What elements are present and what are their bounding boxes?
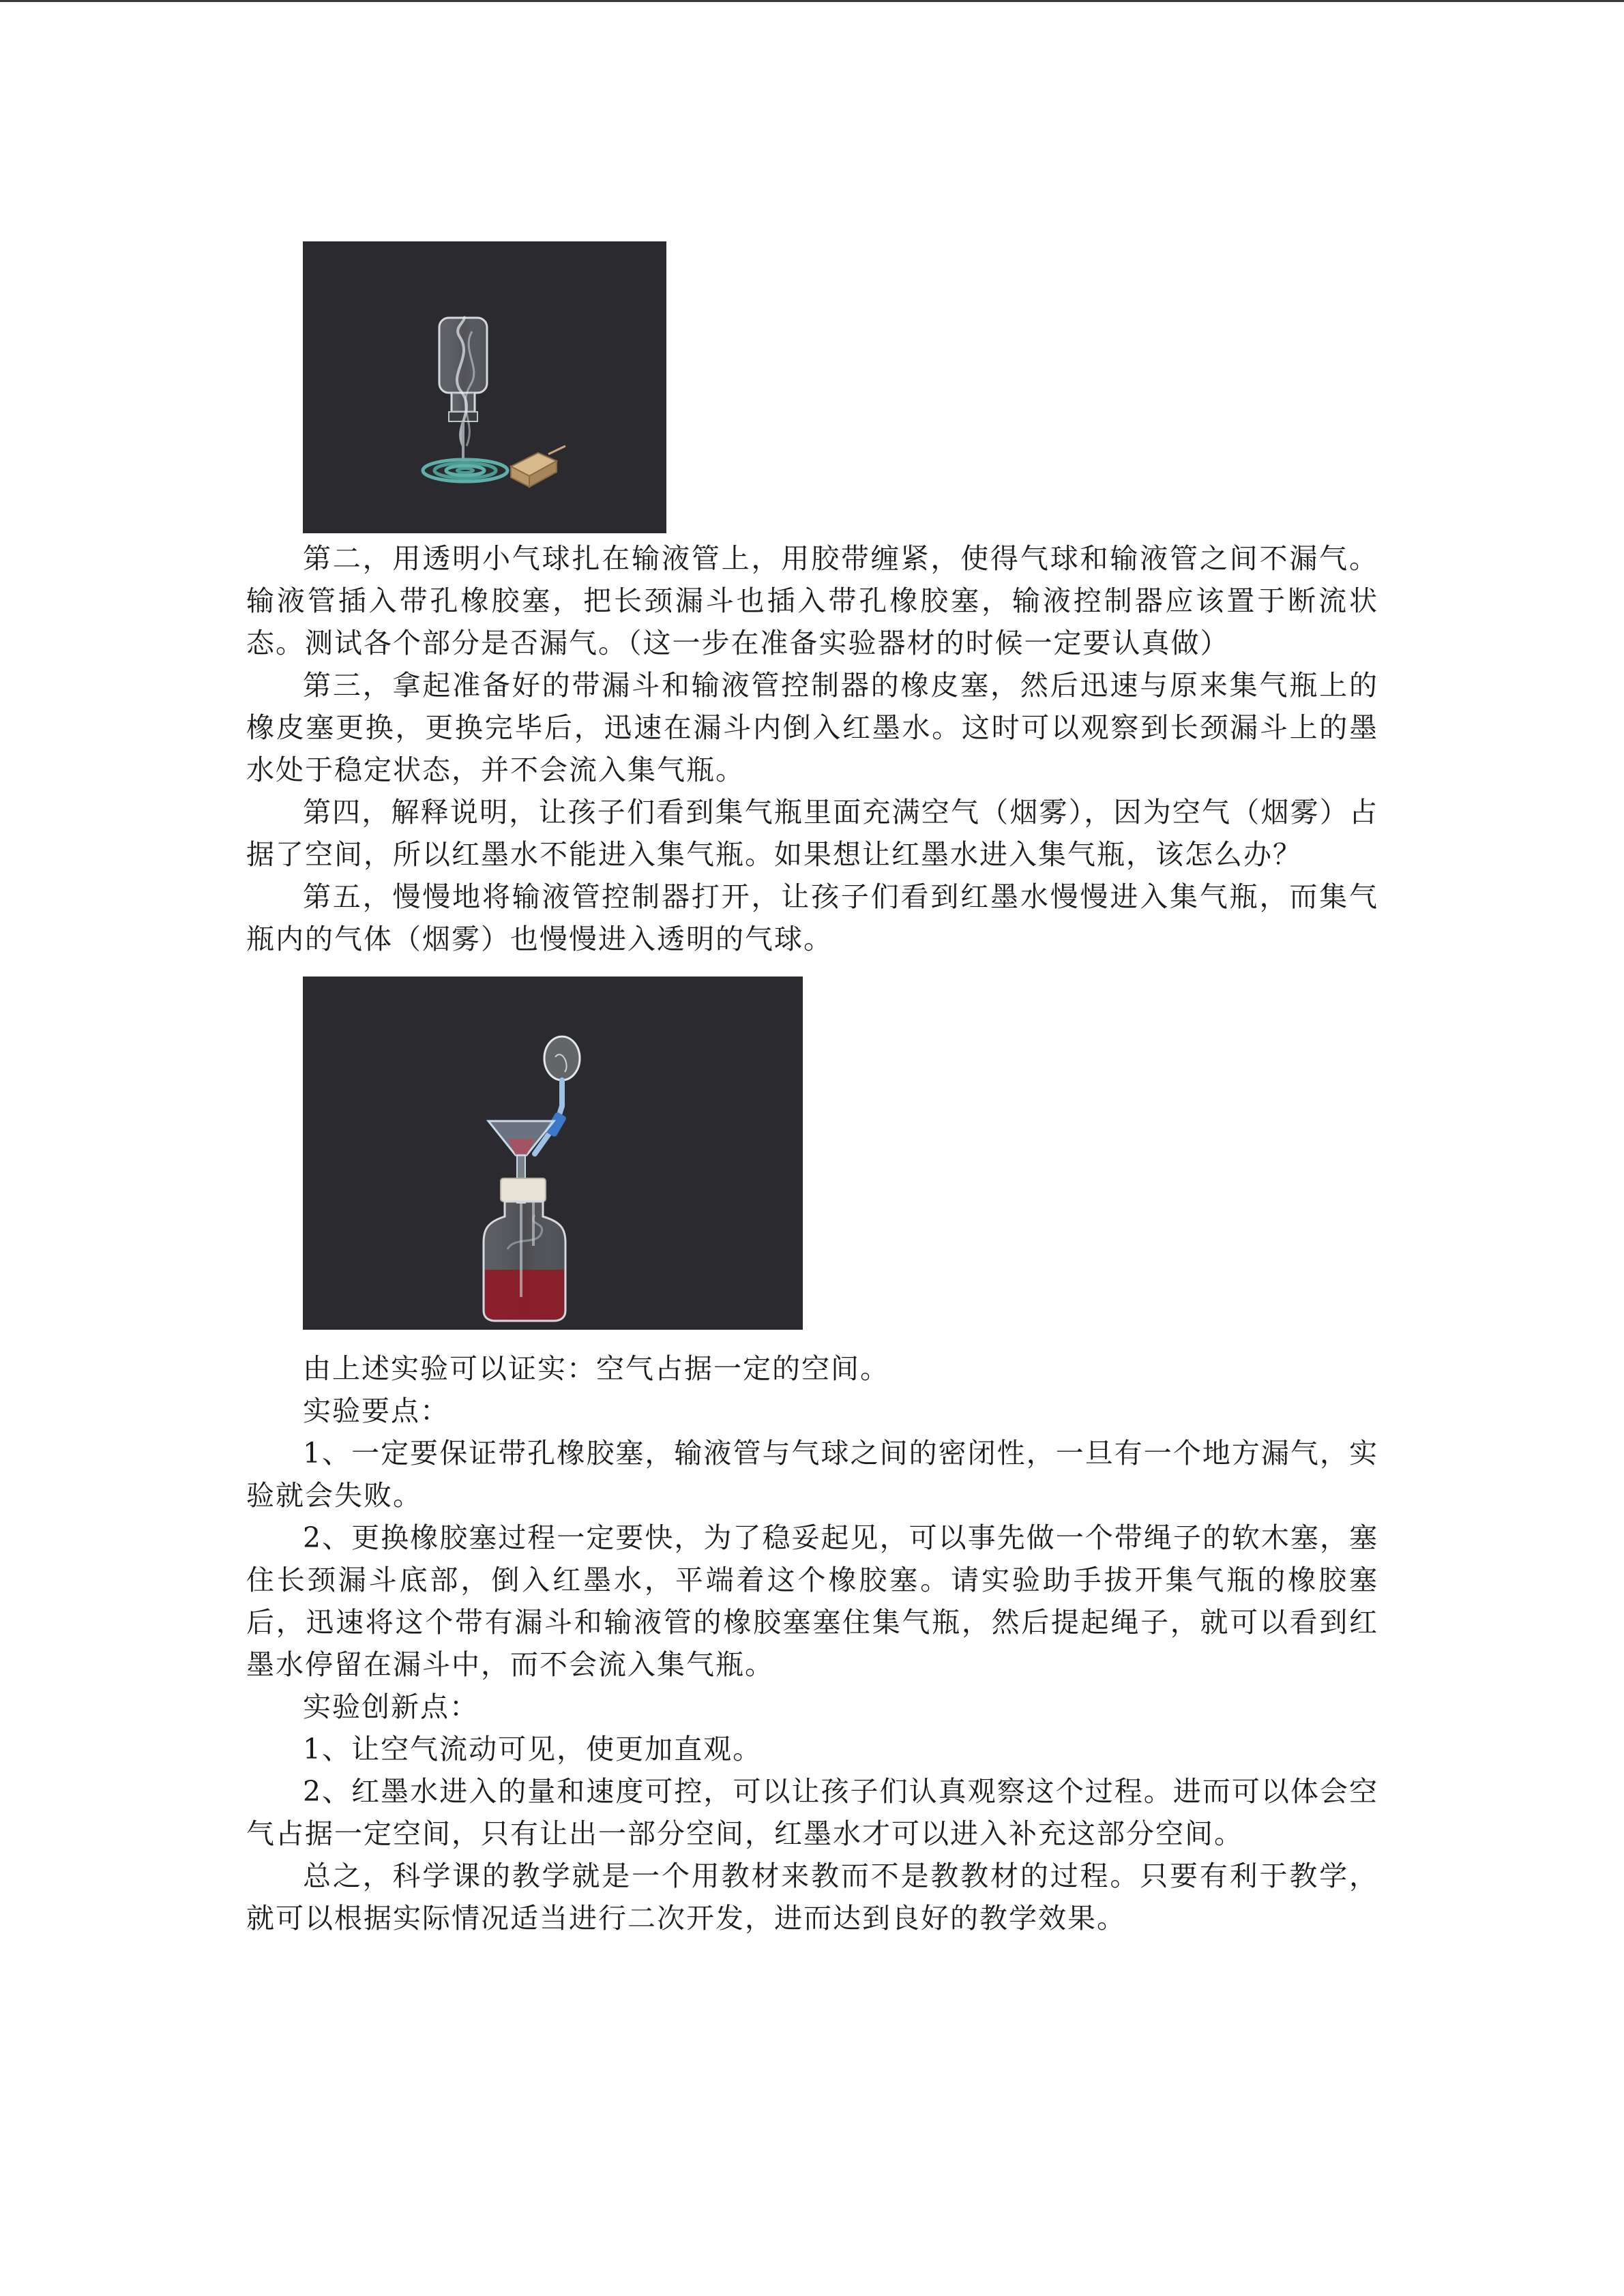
paragraph: 2、红墨水进入的量和速度可控，可以让孩子们认真观察这个过程。进而可以体会空气占据一定空间，只有让出一部分空间，红墨水才可以进入补充这部分空间。 [246,1775,1378,1850]
paragraph: 由上述实验可以证实：空气占据一定的空间。 [303,1352,889,1385]
figure-incense-bottle [303,241,666,533]
paragraph: 第五，慢慢地将输液管控制器打开，让孩子们看到红墨水慢慢进入集气瓶，而集气瓶内的气体（烟雾）也慢慢进入透明的气球。 [246,880,1378,955]
red-ink [485,1270,564,1320]
text-block-procedure [246,537,1378,960]
paragraph: 1、让空气流动可见，使更加直观。 [303,1733,763,1765]
balloon [544,1037,580,1080]
incense-bottle-illustration [303,241,666,533]
paragraph: 2、更换橡胶塞过程一定要快，为了稳妥起见，可以事先做一个带绳子的软木塞，塞住长颈漏斗底部，倒入红墨水，平端着这个橡胶塞。请实验助手拔开集气瓶的橡胶塞后，迅速将这个带有漏斗和输液管的橡胶塞塞住集气瓶，然后提起绳子，就可以看到红墨水停留在漏斗中，而不会流入集气瓶。 [246,1521,1378,1681]
page-top-border [0,0,1624,2]
paragraph: 实验创新点： [303,1690,479,1723]
figure-funnel-bottle-balloon [303,976,803,1330]
paragraph: 第二，用透明小气球扎在输液管上，用胶带缠紧，使得气球和输液管之间不漏气。输液管插入带孔橡胶塞，把长颈漏斗也插入带孔橡胶塞，输液控制器应该置于断流状态。测试各个部分是否漏气。（这一步在准备实验器材的时候一定要认真做） [246,542,1378,659]
text-block-conclusion [246,1347,1378,1939]
paragraph: 第四，解释说明，让孩子们看到集气瓶里面充满空气（烟雾），因为空气（烟雾）占据了空间，所以红墨水不能进入集气瓶。如果想让红墨水进入集气瓶，该怎么办？ [246,796,1378,871]
paragraph: 第三，拿起准备好的带漏斗和输液管控制器的橡皮塞，然后迅速与原来集气瓶上的橡皮塞更换，更换完毕后，迅速在漏斗内倒入红墨水。这时可以观察到长颈漏斗上的墨水处于稳定状态，并不会流入集气瓶。 [246,669,1378,786]
funnel-bottle-illustration [303,976,803,1330]
paragraph: 总之，科学课的教学就是一个用教材来教而不是教教材的过程。只要有利于教学，就可以根据实际情况适当进行二次开发，进而达到良好的教学效果。 [246,1860,1378,1935]
paragraph: 1、一定要保证带孔橡胶塞，输液管与气球之间的密闭性，一旦有一个地方漏气，实验就会失败。 [246,1437,1378,1512]
paragraph: 实验要点： [303,1395,449,1427]
